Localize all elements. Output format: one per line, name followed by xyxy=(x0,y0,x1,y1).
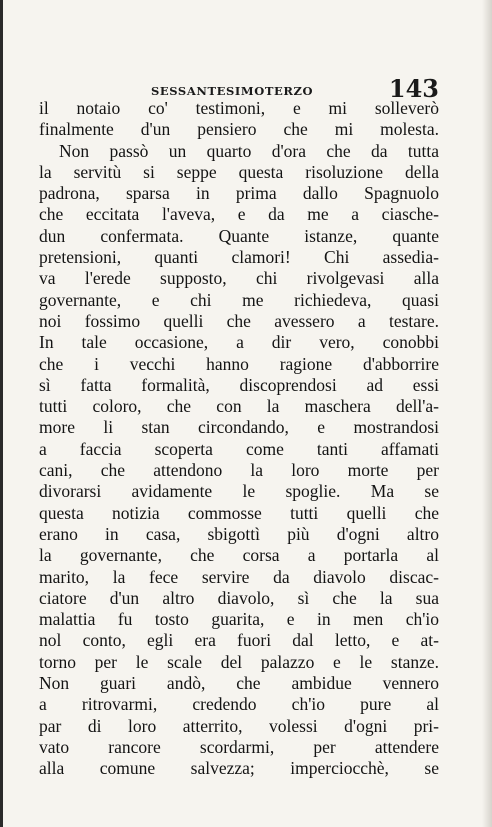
text-line: va l'erede supposto, chi rivolgevasi alla xyxy=(39,268,439,289)
body-text xyxy=(39,98,439,780)
text-line: a ritrovarmi, credendo ch'io pure al xyxy=(39,694,439,715)
text-line: la governante, che corsa a portarla al xyxy=(39,545,439,566)
text-line: questa notizia commosse tutti quelli che xyxy=(39,502,439,523)
text-line: Non passò un quarto d'ora che da tutta xyxy=(59,140,439,161)
text-line: Non guari andò, che ambidue vennero xyxy=(39,673,439,694)
page-number: 143 xyxy=(388,74,439,103)
text-line: nol conto, egli era fuori dal letto, e at- xyxy=(39,630,439,651)
text-line: tutti coloro, che con la maschera dell'a- xyxy=(39,396,439,417)
text-line: finalmente d'un pensiero che mi molesta. xyxy=(39,119,439,140)
text-line: noi fossimo quelli che avessero a testare. xyxy=(39,310,439,331)
text-line: divorarsi avidamente le spoglie. Ma se xyxy=(39,481,439,502)
text-line: la servitù si seppe questa risoluzione della xyxy=(39,161,439,182)
text-line: che i vecchi hanno ragione d'abborrire xyxy=(39,353,439,374)
text-line: par di loro atterrito, volessi d'ogni pri- xyxy=(39,715,439,736)
text-line: sì fatta formalità, discoprendosi ad essi xyxy=(39,374,439,395)
text-line: alla comune salvezza; imperciocchè, se xyxy=(39,758,439,779)
text-line: more li stan circondando, e mostrandosi xyxy=(39,417,439,438)
text-line: torno per le scale del palazzo e le stanze. xyxy=(39,651,439,672)
text-line: In tale occasione, a dir vero, conobbi xyxy=(39,332,439,353)
text-line: malattia fu tosto guarita, e in men ch'io xyxy=(39,609,439,630)
running-head: SESSANTESIMOTERZO xyxy=(151,84,314,98)
text-line: dun confermata. Quante istanze, quante xyxy=(39,225,439,246)
text-line: a faccia scoperta come tanti affamati xyxy=(39,438,439,459)
text-line: marito, la fece servire da diavolo discac- xyxy=(39,566,439,587)
text-line: pretensioni, quanti clamori! Chi assedia- xyxy=(39,247,439,268)
text-line: il notaio co' testimoni, e mi solleverò xyxy=(39,98,439,118)
text-line: governante, e chi me richiedeva, quasi xyxy=(39,289,439,310)
text-line: vato rancore scordarmi, per attendere xyxy=(39,736,439,757)
text-line: ciatore d'un altro diavolo, sì che la sua xyxy=(39,587,439,608)
text-line: padrona, sparsa in prima dallo Spagnuolo xyxy=(39,183,439,204)
text-line: che eccitata l'aveva, e da me a ciasche- xyxy=(39,204,439,225)
text-line: cani, che attendono la loro morte per xyxy=(39,460,439,481)
text-line: erano in casa, sbigottì più d'ogni altro xyxy=(39,523,439,544)
